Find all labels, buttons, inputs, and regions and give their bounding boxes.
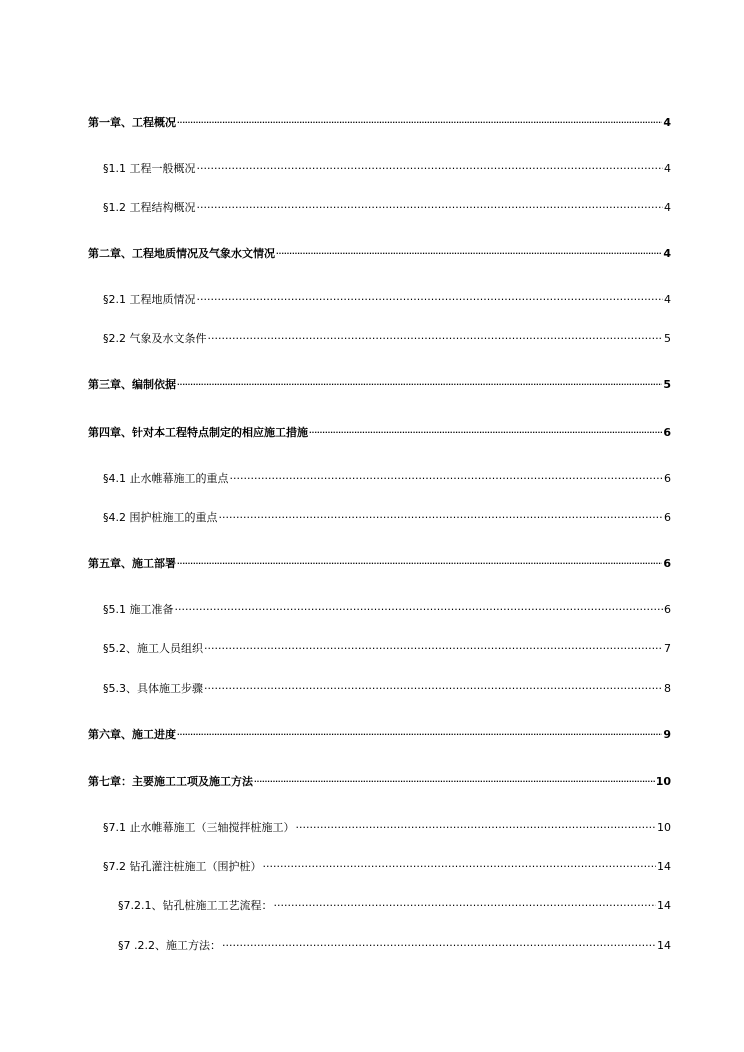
- toc-entry[interactable]: [88, 372, 671, 391]
- toc-dot-leader: [204, 676, 663, 692]
- toc-entry-title: 第五章、施工部署: [88, 557, 176, 570]
- toc-entry-page: 9: [663, 728, 671, 741]
- toc-dot-leader: [219, 505, 664, 521]
- toc-entry-title: §4.1 止水帷幕施工的重点: [103, 472, 229, 485]
- toc-dot-leader: [177, 722, 662, 738]
- toc-entry[interactable]: [103, 466, 671, 485]
- toc-entry-page: 14: [657, 899, 671, 912]
- toc-entry-page: 8: [664, 682, 671, 695]
- toc-dot-leader: [175, 597, 664, 613]
- toc-dot-leader: [197, 195, 664, 211]
- toc-entry-title: §7.2.1、钻孔桩施工工艺流程：: [118, 899, 273, 912]
- toc-dot-leader: [197, 287, 664, 303]
- toc-entry-page: 4: [663, 116, 671, 129]
- toc-entry-page: 7: [664, 642, 671, 655]
- toc-entry-title: §7 .2.2、施工方法：: [118, 939, 221, 952]
- toc-dot-leader: [177, 372, 662, 388]
- toc-dot-leader: [222, 933, 656, 949]
- toc-dot-leader: [230, 466, 664, 482]
- toc-entry-page: 6: [663, 426, 671, 439]
- toc-dot-leader: [309, 420, 662, 436]
- toc-dot-leader: [177, 551, 662, 567]
- toc-dot-leader: [263, 854, 657, 870]
- toc-entry-page: 14: [657, 939, 671, 952]
- toc-entry-title: §2.2 气象及水文条件: [103, 332, 207, 345]
- toc-entry-title: 第三章、编制依据: [88, 378, 176, 391]
- toc-entry[interactable]: [103, 854, 671, 873]
- toc-entry-page: 4: [664, 201, 671, 214]
- toc-entry-title: §7.1 止水帷幕施工（三轴搅拌桩施工）: [103, 821, 295, 834]
- toc-entry[interactable]: [118, 893, 671, 912]
- toc-entry-title: §5.3、具体施工步骤: [103, 682, 203, 695]
- toc-entry-page: 6: [664, 603, 671, 616]
- toc-entry[interactable]: [88, 110, 671, 129]
- toc-dot-leader: [208, 326, 664, 342]
- toc-entry-title: 第六章、施工进度: [88, 728, 176, 741]
- toc-entry-page: 4: [663, 247, 671, 260]
- toc-entry-page: 5: [663, 378, 671, 391]
- toc-entry-page: 6: [664, 472, 671, 485]
- toc-dot-leader: [296, 815, 657, 831]
- toc-entry-title: §7.2 钻孔灌注桩施工（围护桩）: [103, 860, 262, 873]
- toc-dot-leader: [204, 636, 663, 652]
- toc-entry-page: 4: [664, 293, 671, 306]
- toc-entry[interactable]: [103, 636, 671, 655]
- toc-entry-page: 10: [655, 775, 671, 788]
- toc-entry-title: 第一章、工程概况: [88, 116, 176, 129]
- toc-entry-title: §5.2、施工人员组织: [103, 642, 203, 655]
- toc-entry-page: 4: [664, 162, 671, 175]
- toc-entry-title: §1.1 工程一般概况: [103, 162, 196, 175]
- toc-entry[interactable]: [88, 420, 671, 439]
- toc-entry-title: §1.2 工程结构概况: [103, 201, 196, 214]
- toc-entry-page: 6: [663, 557, 671, 570]
- toc-entry-page: 14: [657, 860, 671, 873]
- toc-entry[interactable]: [88, 769, 671, 788]
- toc-entry[interactable]: [103, 156, 671, 175]
- toc-entry[interactable]: [103, 597, 671, 616]
- toc-entry[interactable]: [103, 505, 671, 524]
- toc-dot-leader: [274, 893, 657, 909]
- toc-entry-title: 第四章、针对本工程特点制定的相应施工措施: [88, 426, 308, 439]
- toc-entry-title: §2.1 工程地质情况: [103, 293, 196, 306]
- toc-entry[interactable]: [88, 551, 671, 570]
- toc-entry[interactable]: [103, 326, 671, 345]
- toc-entry-title: §4.2 围护桩施工的重点: [103, 511, 218, 524]
- toc-entry-page: 10: [657, 821, 671, 834]
- toc-entry[interactable]: [103, 195, 671, 214]
- toc-dot-leader: [197, 156, 664, 172]
- toc-entry-title: 第七章：主要施工工项及施工方法: [88, 775, 253, 788]
- toc-entry-page: 5: [664, 332, 671, 345]
- toc-dot-leader: [177, 110, 662, 126]
- toc-entry[interactable]: [103, 676, 671, 695]
- toc-entry-title: §5.1 施工准备: [103, 603, 174, 616]
- toc-entry[interactable]: [118, 933, 671, 952]
- toc-dot-leader: [254, 769, 655, 785]
- toc-entry[interactable]: [103, 815, 671, 834]
- toc-entry[interactable]: [103, 287, 671, 306]
- toc-entry-title: 第二章、工程地质情况及气象水文情况: [88, 247, 275, 260]
- toc-entry[interactable]: [88, 722, 671, 741]
- toc-entry-page: 6: [664, 511, 671, 524]
- toc-entry[interactable]: [88, 241, 671, 260]
- toc-dot-leader: [276, 241, 662, 257]
